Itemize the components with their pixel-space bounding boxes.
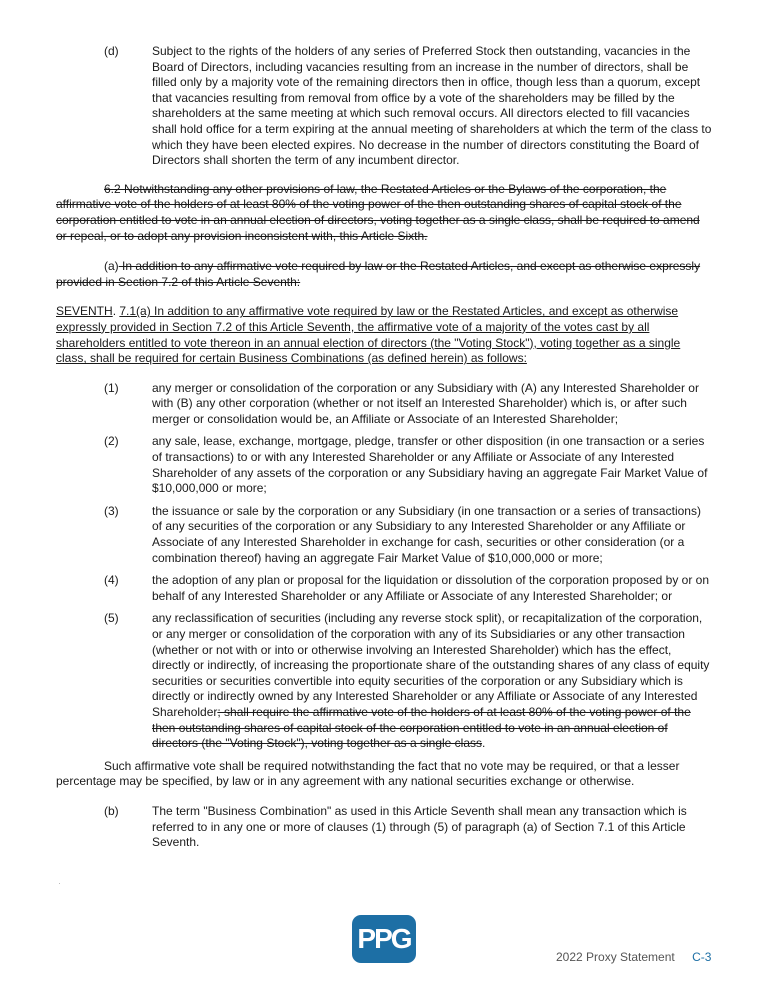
clause-item [56,381,712,428]
clause-item [56,434,712,496]
clause-text: the issuance or sale by the corporation or any Subsidiary (in one transaction or a series of transactions) of any securities of the corporation or any Subsidiary to any Interested Shareholder or any Affiliate or Associate of any Interested Shareholder in exchange for cash, securities or other consideration (or a combination thereof) having an aggregate Fair Market Value of $10,000,000 or more; [152,503,701,565]
page-number: C-3 [692,950,712,964]
clause-label: (1) [104,380,119,395]
clause-end: . [482,736,486,751]
paragraph-b [56,804,712,851]
clause-label: (5) [104,611,119,626]
inserted-text: 7.1(a) In addition to any affirmative vote required by law or the Restated Articles, and except as otherwise expressly provided in Section 7.2 of this Article Seventh, the affirmative vote of a majority of the votes cast by all shareholders entitled to vote thereon in an annual election of directors (the "Voting Stock"), voting together as a single class, shall be required for certain Business Combinations (as defined herein) as follows: [56,304,681,366]
article-seventh-paragraph [56,304,712,366]
paragraph-label: (b) [104,803,119,818]
ppg-logo [352,915,416,963]
paragraph-label: (d) [104,44,119,58]
clause-item [56,573,712,604]
logo-text: PPG [357,923,411,954]
deleted-paragraph-a [56,259,712,290]
clause-label: (2) [104,434,119,449]
clause-list [56,381,712,752]
footer-title: 2022 Proxy Statement [556,950,675,964]
paragraph-text: Subject to the rights of the holders of any series of Preferred Stock then outstanding, vacancies in the Board of Directors, including vacancies resulting from an increase in the number of directors, shall be filled only by a majority vote of the remaining directors then in office, though less than a quorum, except that vacancies resulting from removal from office by a vote of the shareholders may be filled by the shareholders at the same meeting at which such removal occurs. All directors elected to fill vacancies shall hold office for a term expiring at the annual meeting of shareholders at which the term of the class to which they have been elected expires. No decrease in the number of directors constituting the Board of Directors shall shorten the term of any incumbent director. [152,44,712,168]
paragraph-text: The term "Business Combination" as used in this Article Seventh shall mean any transaction which is referred to in any one or more of clauses (1) through (5) of paragraph (a) of Section 7.1 of this Article Seventh. [152,803,687,850]
clause-text: any reclassification of securities (including any reverse stock split), or recapitalization of the corporation, or any merger or consolidation of the corporation with any of its Subsidiaries or any other transaction (whether or not with or into or otherwise involving an Interested Shareholder) which has the effect, directly or indirectly, of increasing the proportionate share of the outstanding shares of any class of equity securities or securities convertible into equity securities of the corporation or any Subsidiary which is directly or indirectly owned by any Interested Shareholder or any Affiliate or Associate of any Interested Shareholder [152,611,710,719]
heading-punctuation: . [112,304,120,319]
stray-mark [59,883,60,884]
clause-text: any sale, lease, exchange, mortgage, pledge, transfer or other disposition (in one transaction or a series of transactions) to or with any Interested Shareholder or any Affiliate or Associate of any Interested Shareholder of any assets of the corporation or any Subsidiary having an aggregate Fair Market Value of $10,000,000 or more; [152,434,708,496]
deleted-section-6-2: 6.2 Notwithstanding any other provisions of law, the Restated Articles or the Bylaws of the corporation, the affirmative vote of the holders of at least 80% of the voting power of the then outstanding shares of capital stock of the corporation entitled to vote in an annual election of directors, voting together as a single class, shall be required to amend or repeal, or to adopt any provision inconsistent with, this Article Sixth. [56,181,700,243]
deleted-text: In addition to any affirmative vote required by law or the Restated Articles, and except as otherwise expressly provided in Section 7.2 of this Article Seventh: [56,259,701,289]
clause-label: (3) [104,503,119,518]
clause-item [56,504,712,566]
paragraph-label: (a) [104,259,119,274]
deleted-text: ; shall require the affirmative vote of the holders of at least 80% of the voting power of the then outstanding shares of capital stock of the corporation entitled to vote in an annual election of directors (the "Voting Stock"), voting together as a single class [152,704,691,751]
clause-label: (4) [104,573,119,588]
clause-text: any merger or consolidation of the corporation or any Subsidiary with (A) any Interested Shareholder or with (B) any other corporation (whether or not itself an Interested Shareholder) which is, or after such merger or consolidation would be, an Affiliate or Associate of an Interested Shareholder; [152,380,699,426]
page-footer [556,950,711,964]
paragraph-such: Such affirmative vote shall be required notwithstanding the fact that no vote may be required, or that a lesser percentage may be specified, by law or in any agreement with any national securities exchange or otherwise. [56,758,680,789]
document-page [56,44,712,851]
paragraph-d [56,44,712,169]
clause-text: the adoption of any plan or proposal for the liquidation or dissolution of the corporation proposed by or on behalf of any Interested Shareholder or any Affiliate or Associate of any Interested Shareholder; or [152,573,710,603]
article-heading: SEVENTH [56,304,113,319]
clause-item [56,611,712,751]
